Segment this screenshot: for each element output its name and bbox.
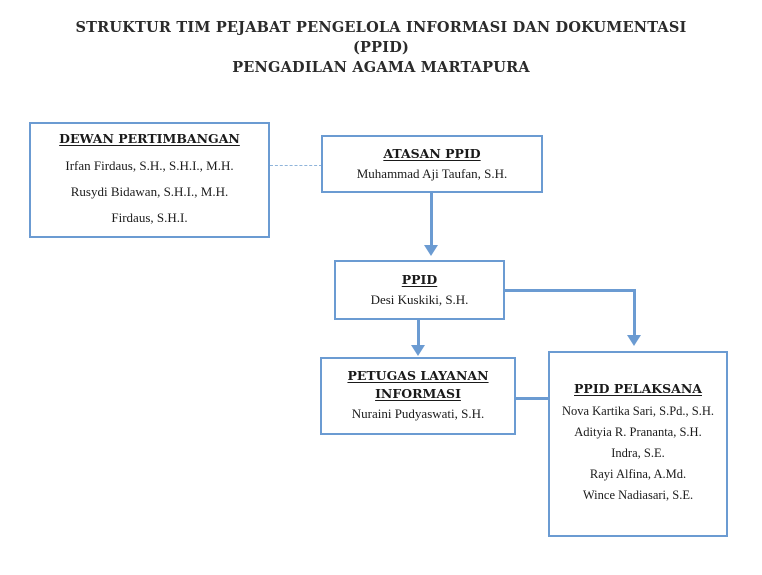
node-atasan-ppid-member: Muhammad Aji Taufan, S.H. [356, 165, 508, 181]
node-petugas-layanan-informasi-heading-line-1: PETUGAS LAYANAN [347, 368, 489, 383]
connector-atasan-to-ppid-arrowhead [424, 245, 438, 256]
node-dewan-pertimbangan [29, 122, 270, 238]
node-ppid-pelaksana-member: Nova Kartika Sari, S.Pd., S.H. [561, 404, 715, 418]
node-atasan-ppid-heading: ATASAN PPID [383, 145, 481, 161]
node-ppid [334, 260, 505, 320]
node-atasan-ppid [321, 135, 543, 193]
node-petugas-layanan-informasi-heading-line-2: INFORMASI [375, 386, 461, 401]
connector-atasan-to-ppid-line [430, 193, 433, 247]
connector-ppid-to-pelaksana-vertical [633, 289, 636, 337]
title-line-1: STRUKTUR TIM PEJABAT PENGELOLA INFORMASI DAN DOKUMENTASI [75, 19, 687, 36]
title-line-3: PENGADILAN AGAMA MARTAPURA [232, 59, 530, 76]
node-dewan-pertimbangan-member: Irfan Firdaus, S.H., S.H.I., M.H. [65, 157, 234, 173]
connector-petugas-to-pelaksana [515, 397, 550, 400]
connector-dewan-to-atasan [270, 165, 322, 166]
connector-ppid-to-petugas-line [417, 320, 420, 347]
node-ppid-pelaksana-member: Wince Nadiasari, S.E. [582, 488, 694, 502]
node-ppid-heading: PPID [401, 271, 438, 287]
node-ppid-pelaksana-member: Rayi Alfina, A.Md. [589, 467, 687, 481]
connector-ppid-to-pelaksana-horizontal [505, 289, 636, 292]
node-dewan-pertimbangan-heading: DEWAN PERTIMBANGAN [59, 130, 240, 146]
node-petugas-layanan-informasi [320, 357, 516, 435]
node-ppid-pelaksana-heading: PPID PELAKSANA [574, 381, 702, 396]
node-ppid-pelaksana [548, 351, 728, 537]
node-dewan-pertimbangan-member: Rusydi Bidawan, S.H.I., M.H. [70, 183, 229, 199]
title-line-2: (PPID) [352, 39, 410, 56]
node-ppid-pelaksana-member: Indra, S.E. [611, 446, 665, 460]
node-ppid-member: Desi Kuskiki, S.H. [370, 291, 469, 307]
page-title [0, 18, 762, 78]
node-petugas-layanan-informasi-member: Nuraini Pudyaswati, S.H. [351, 406, 485, 421]
connector-ppid-to-petugas-arrowhead [411, 345, 425, 356]
connector-ppid-to-pelaksana-arrowhead [627, 335, 641, 346]
node-dewan-pertimbangan-member: Firdaus, S.H.I. [111, 209, 188, 225]
node-ppid-pelaksana-member: Adityia R. Prananta, S.H. [574, 425, 702, 439]
